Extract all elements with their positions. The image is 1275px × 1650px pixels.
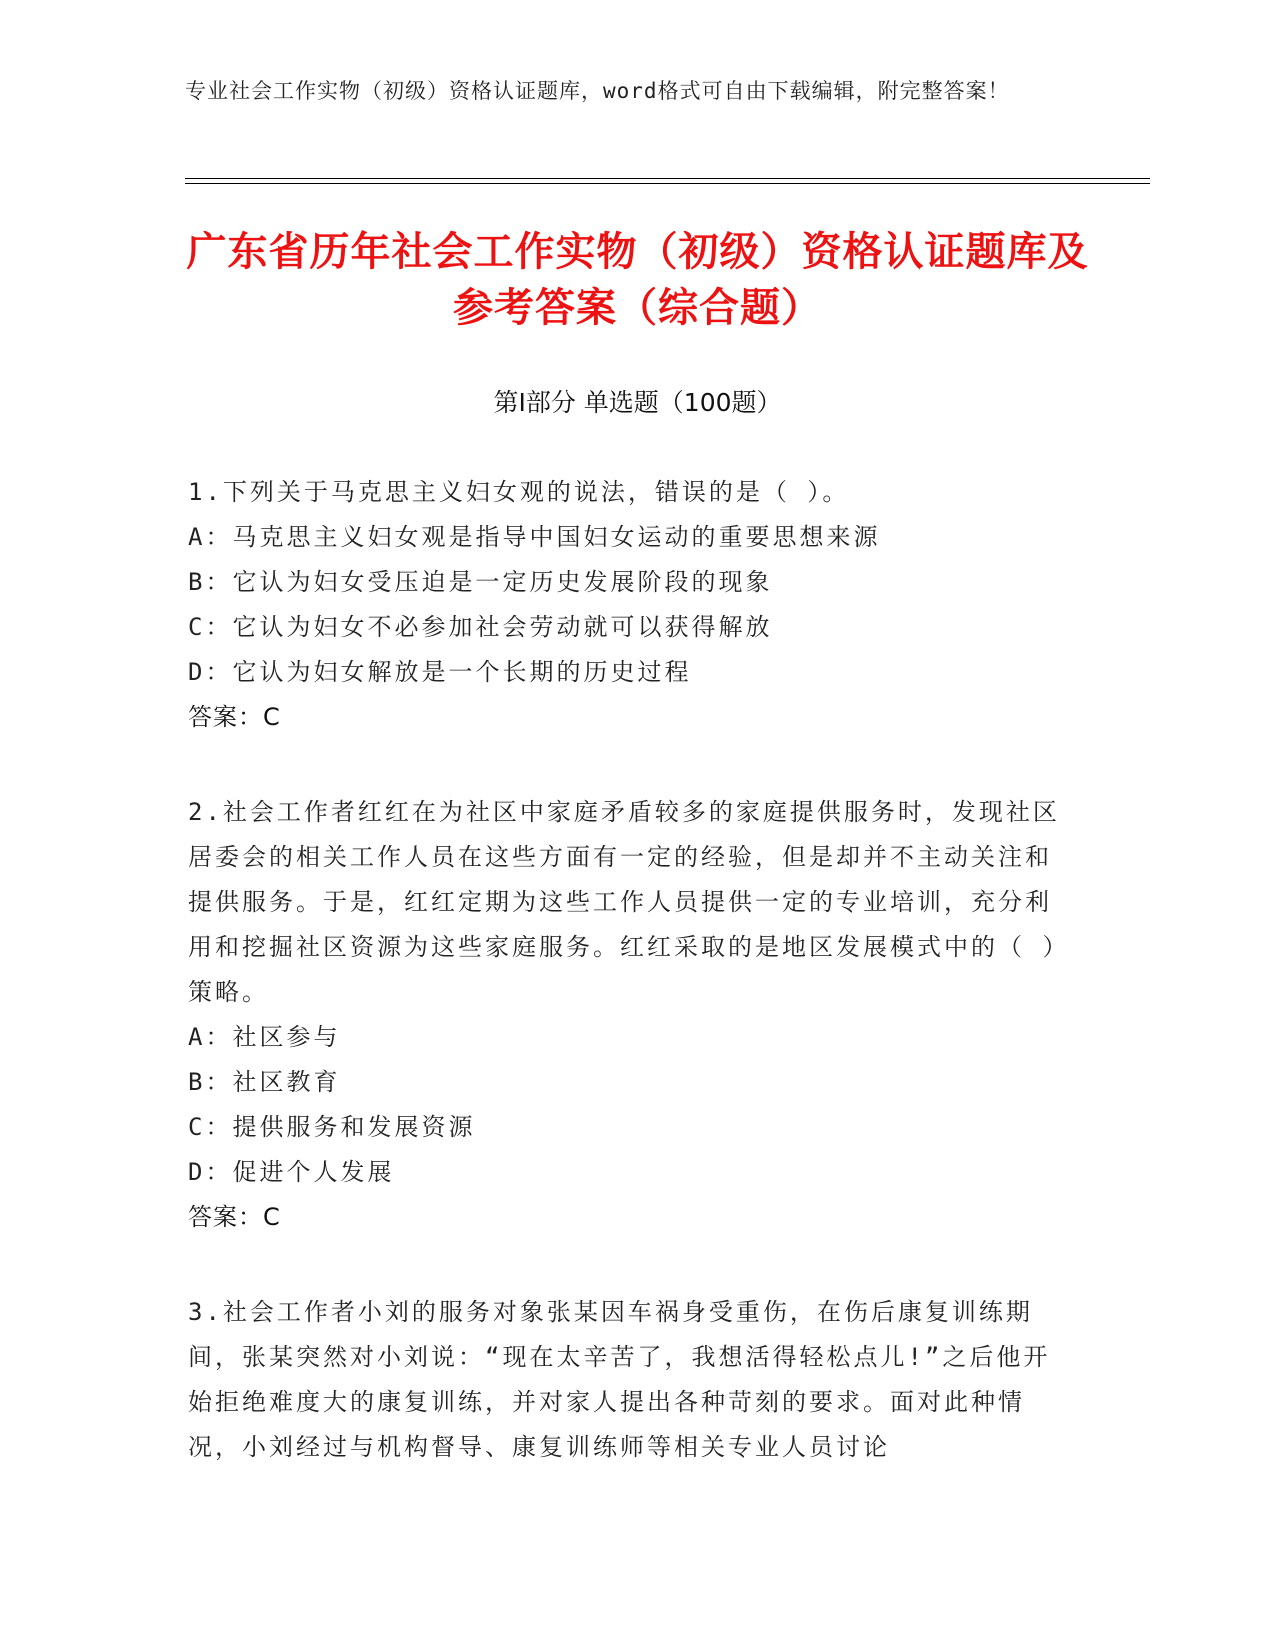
option-b: B：社区教育 bbox=[188, 1068, 341, 1096]
question-stem: 2.社会工作者红红在为社区中家庭矛盾较多的家庭提供服务时，发现社区居委会的相关工作人员在这些方面有一定的经验，但是却并不主动关注和提供服务。于是，红红定期为这些工作人员提供一定的专业培训，充分利用和挖掘社区资源为这些家庭服务。红红采取的是地区发展模式中的（ ）策略。 bbox=[188, 798, 1060, 1006]
document-title: 广东省历年社会工作实物（初级）资格认证题库及参考答案（综合题） bbox=[186, 229, 1089, 331]
answer-line: 答案：C bbox=[188, 1203, 281, 1231]
option-a: A：马克思主义妇女观是指导中国妇女运动的重要思想来源 bbox=[188, 523, 881, 551]
question-block bbox=[188, 790, 1068, 1240]
header-divider-thick bbox=[185, 178, 1150, 179]
question-block bbox=[188, 1290, 1068, 1470]
question-stem: 1.下列关于马克思主义妇女观的说法，错误的是（ ）。 bbox=[188, 478, 850, 506]
question-block bbox=[188, 470, 1068, 740]
header-divider-thin bbox=[185, 183, 1150, 184]
option-d: D：促进个人发展 bbox=[188, 1158, 395, 1186]
section-heading: 第Ⅰ部分 单选题（100题） bbox=[493, 388, 782, 417]
option-c: C：它认为妇女不必参加社会劳动就可以获得解放 bbox=[188, 613, 773, 641]
option-d: D：它认为妇女解放是一个长期的历史过程 bbox=[188, 658, 692, 686]
option-c: C：提供服务和发展资源 bbox=[188, 1113, 476, 1141]
option-a: A：社区参与 bbox=[188, 1023, 341, 1051]
question-stem: 3.社会工作者小刘的服务对象张某因车祸身受重伤，在伤后康复训练期间，张某突然对小刘说：“现在太辛苦了，我想活得轻松点儿!”之后他开始拒绝难度大的康复训练，并对家人提出各种苛刻的要求。面对此种情况，小刘经过与机构督导、康复训练师等相关专业人员讨论 bbox=[188, 1298, 1051, 1461]
answer-line: 答案：C bbox=[188, 703, 281, 731]
option-b: B：它认为妇女受压迫是一定历史发展阶段的现象 bbox=[188, 568, 773, 596]
header-note: 专业社会工作实物（初级）资格认证题库，word格式可自由下载编辑，附完整答案！ bbox=[185, 79, 1010, 103]
